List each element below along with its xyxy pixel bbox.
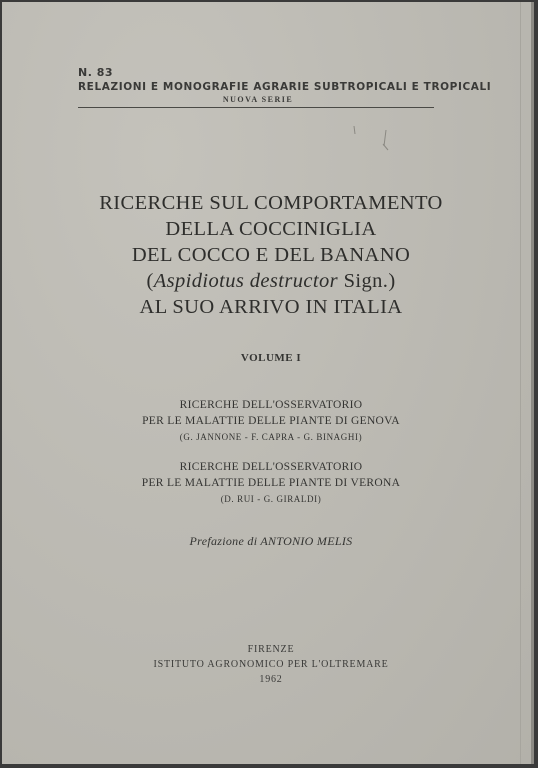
title-paren-close: ) [388, 270, 396, 292]
series-header [78, 66, 492, 108]
main-title [2, 190, 538, 320]
imprint-city: FIRENZE [247, 644, 295, 655]
research-verona-line-1: RICERCHE DELL'OSSERVATORIO [179, 461, 363, 473]
research-verona [2, 459, 538, 507]
pencil-mark-icon [350, 120, 392, 160]
imprint [2, 642, 538, 687]
research-genova [2, 397, 538, 445]
series-title: RELAZIONI E MONOGRAFIE AGRARIE SUBTROPICALI E TROPICALI [78, 81, 492, 93]
imprint-publisher: ISTITUTO AGRONOMICO PER L'OLTREMARE [153, 659, 389, 670]
research-verona-authors: (D. RUI - G. GIRALDI) [220, 494, 322, 504]
preface-line: Prefazione di ANTONIO MELIS [189, 534, 353, 548]
research-genova-line-2: PER LE MALATTIE DELLE PIANTE DI GENOVA [142, 415, 400, 427]
volume-label: VOLUME I [240, 352, 302, 364]
title-paren-open: ( [146, 270, 154, 292]
title-line-4 [2, 268, 538, 294]
series-number: N. 83 [78, 66, 114, 79]
research-verona-line-2: PER LE MALATTIE DELLE PIANTE DI VERONA [141, 477, 401, 489]
title-line-3: DEL COCCO E DEL BANANO [131, 244, 411, 266]
header-rule [78, 107, 434, 108]
series-subtitle: NUOVA SERIE [222, 95, 294, 104]
species-author: Sign. [338, 270, 389, 292]
imprint-year: 1962 [259, 674, 283, 685]
book-cover [2, 2, 534, 764]
title-line-1: RICERCHE SUL COMPORTAMENTO [99, 192, 443, 214]
species-name: Aspidiotus destructor [153, 270, 339, 292]
title-line-5: AL SUO ARRIVO IN ITALIA [139, 296, 403, 318]
title-line-2: DELLA COCCINIGLIA [165, 218, 377, 240]
research-genova-authors: (G. JANNONE - F. CAPRA - G. BINAGHI) [179, 432, 363, 442]
research-genova-line-1: RICERCHE DELL'OSSERVATORIO [179, 399, 363, 411]
